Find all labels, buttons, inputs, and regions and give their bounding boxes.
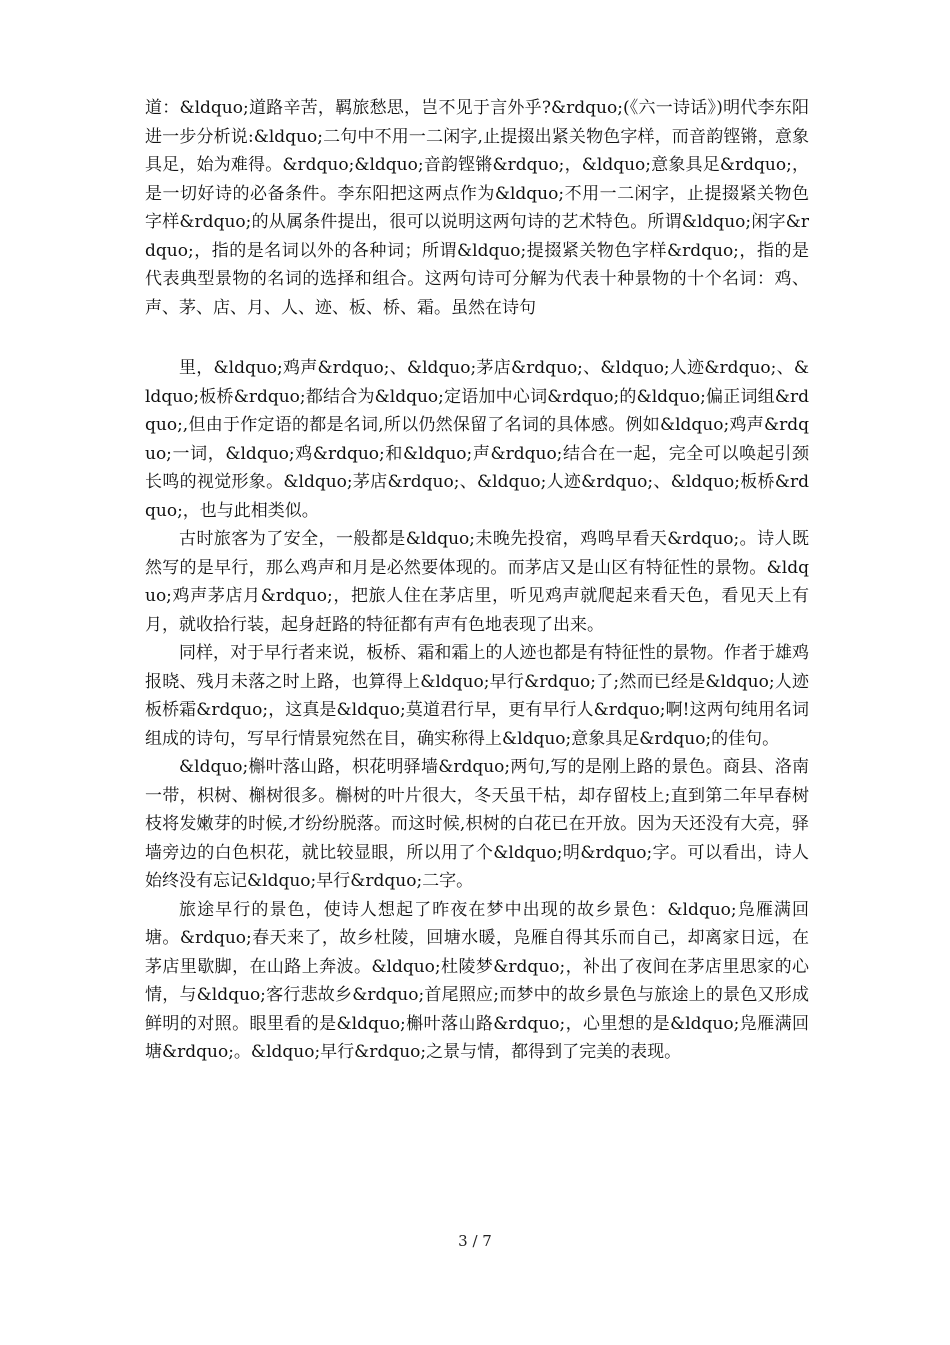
paragraph-5: &ldquo;槲叶落山路，枳花明驿墙&rdquo;两句,写的是刚上路的景色。商县、洛南一带，枳树、槲树很多。槲树的叶片很大，冬天虽干枯，却存留枝上;直到第二年早春树枝将发嫩芽的时候,才纷纷脱落。而这时候,枳树的白花已在开放。因为天还没有大亮，驿墙旁边的白色枳花，就比较显眼，所以用了个&ldquo;明&rdquo;字。可以看出，诗人始终没有忘记&ldquo;早行&rdquo;二字。 — [145, 757, 809, 891]
paragraph-2: 里，&ldquo;鸡声&rdquo;、&ldquo;茅店&rdquo;、&ldquo;人迹&rdquo;、&ldquo;板桥&rdquo;都结合为&ldquo;定语加中心词&rdquo;的&ldquo;偏正词组&rdquo;,但由于作定语的都是名词,所以仍然保留了名词的具体感。例如&ldquo;鸡声&rdquo;一词，&ldquo;鸡&rdquo;和&ldquo;声&rdquo;结合在一起，完全可以唤起引颈长鸣的视觉形象。&ldquo;茅店&rdquo;、&ldquo;人迹&rdquo;、&ldquo;板桥&rdquo;，也与此相类似。 — [145, 358, 809, 521]
paragraph-3: 古时旅客为了安全，一般都是&ldquo;未晚先投宿，鸡鸣早看天&rdquo;。诗人既然写的是早行，那么鸡声和月是必然要体现的。而茅店又是山区有特征性的景物。&ldquo;鸡声茅店月&rdquo;，把旅人住在茅店里，听见鸡声就爬起来看天色，看见天上有月，就收拾行装，起身赶路的特征都有声有色地表现了出来。 — [145, 529, 809, 635]
page-number: 3 / 7 — [458, 1232, 492, 1250]
paragraph-6: 旅途早行的景色，使诗人想起了昨夜在梦中出现的故乡景色：&ldquo;凫雁满回塘。&rdquo;春天来了，故乡杜陵，回塘水暖，凫雁自得其乐而自己，却离家日远，在茅店里歇脚，在山路上奔波。&ldquo;杜陵梦&rdquo;，补出了夜间在茅店里思家的心情，与&ldquo;客行悲故乡&rdquo;首尾照应;而梦中的故乡景色与旅途上的景色又形成鲜明的对照。眼里看的是&ldquo;槲叶落山路&rdquo;，心里想的是&ldquo;凫雁满回塘&rdquo;。&ldquo;早行&rdquo;之景与情，都得到了完美的表现。 — [145, 899, 809, 1062]
page-break-gap — [145, 322, 809, 354]
paragraph-1: 道：&ldquo;道路辛苦，羁旅愁思，岂不见于言外乎?&rdquo;(《六一诗话》)明代李东阳进一步分析说:&ldquo;二句中不用一二闲字,止提掇出紧关物色字样，而音韵铿锵，意象具足，始为难得。&rdquo;&ldquo;音韵铿锵&rdquo;，&ldquo;意象具足&rdquo;，是一切好诗的必备条件。李东阳把这两点作为&ldquo;不用一二闲字，止提掇紧关物色字样&rdquo;的从属条件提出，很可以说明这两句诗的艺术特色。所谓&ldquo;闲字&rdquo;，指的是名词以外的各种词；所谓&ldquo;提掇紧关物色字样&rdquo;，指的是代表典型景物的名词的选择和组合。这两句诗可分解为代表十种景物的十个名词：鸡、声、茅、店、月、人、迹、板、桥、霜。虽然在诗句 — [145, 98, 809, 318]
paragraph-4: 同样，对于早行者来说，板桥、霜和霜上的人迹也都是有特征性的景物。作者于雄鸡报晓、残月未落之时上路，也算得上&ldquo;早行&rdquo;了;然而已经是&ldquo;人迹板桥霜&rdquo;，这真是&ldquo;莫道君行早，更有早行人&rdquo;啊!这两句纯用名词组成的诗句，写早行情景宛然在目，确实称得上&ldquo;意象具足&rdquo;的佳句。 — [145, 643, 809, 749]
document-body — [145, 94, 809, 1067]
